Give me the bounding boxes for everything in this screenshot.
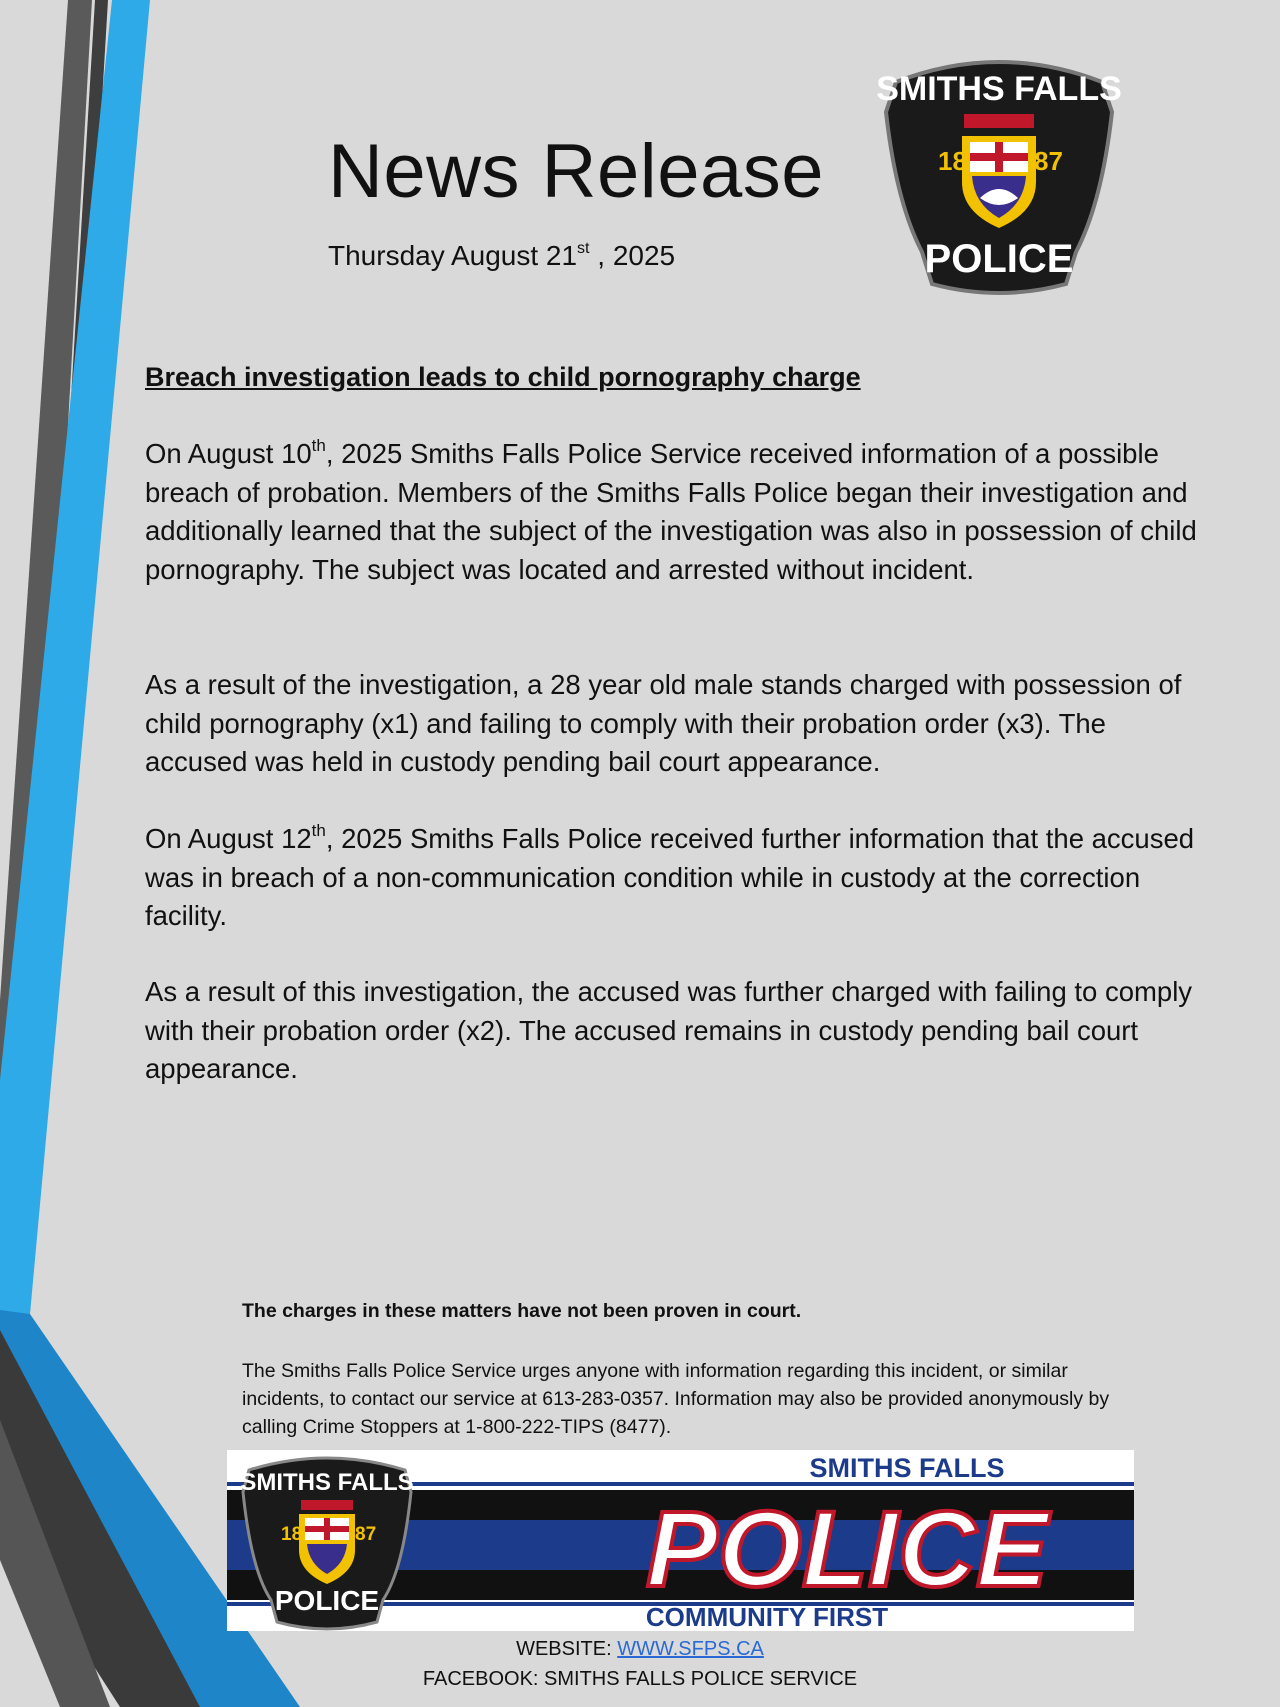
badge-year-left: 18 (938, 146, 967, 176)
date-year: , 2025 (589, 240, 676, 271)
banner-badge-top-text: SMITHS FALLS (240, 1469, 414, 1496)
p1-superscript: th (311, 436, 326, 455)
banner-top-text: SMITHS FALLS (809, 1453, 1005, 1483)
paragraph-4: As a result of this investigation, the accused was further charged with failing to comply with their probation order (x2). The accused remains in custody pending bail court appearance. (145, 976, 1193, 1084)
date-text: Thursday August 21 (328, 240, 578, 271)
p3-lead: On August 12 (145, 823, 312, 854)
paragraph-1 (145, 435, 1205, 589)
badge-bottom-text: POLICE (924, 237, 1074, 281)
badge-year-right: 87 (1034, 146, 1063, 176)
banner-bottom-text: COMMUNITY FIRST (645, 1602, 889, 1631)
p3-superscript: th (311, 821, 326, 840)
banner-badge-year-left: 18 (281, 1524, 303, 1545)
banner-main-text: POLICE (645, 1488, 1049, 1609)
article-headline: Breach investigation leads to child pornography charge (145, 362, 861, 392)
banner-badge-year-right: 87 (355, 1524, 377, 1545)
contact-info: The Smiths Falls Police Service urges anyone with information regarding this incident, or similar incidents, to contact our service at 613-283-0357. Information may also be provided anonymously by calling Crime Stoppers at 1-800-222-TIPS (8477). (242, 1360, 1110, 1438)
police-banner (227, 1450, 1134, 1631)
date-superscript: st (577, 240, 590, 257)
police-badge-logo (876, 52, 1122, 296)
p1-lead: On August 10 (145, 438, 312, 469)
website-label: WEBSITE: (516, 1638, 618, 1660)
badge-top-text: SMITHS FALLS (876, 70, 1122, 108)
p3-body: , 2025 Smiths Falls Police received further information that the accused was in breach of a non-communication condition while in custody at the correction facility. (145, 823, 1195, 931)
website-link[interactable]: WWW.SFPS.CA (617, 1638, 764, 1660)
paragraph-2: As a result of the investigation, a 28 year old male stands charged with possession of child pornography (x1) and failing to comply with their probation order (x3). The accused was held in custody pending bail court appearance. (145, 669, 1182, 777)
page-title: News Release (328, 129, 824, 214)
facebook-line: FACEBOOK: SMITHS FALLS POLICE SERVICE (422, 1668, 858, 1690)
p1-body: , 2025 Smiths Falls Police Service received information of a possible breach of probation. Members of the Smiths Falls Police began their investigation and additionally learned that the subject of the investigation was also in possession of child pornography. The subject was located and arrested without incident. (145, 438, 1197, 585)
banner-badge-bottom-text: POLICE (274, 1585, 380, 1616)
paragraph-3 (145, 820, 1205, 936)
website-line (0, 1638, 1280, 1661)
court-disclaimer: The charges in these matters have not been proven in court. (242, 1300, 802, 1322)
train-icon (964, 114, 1034, 128)
release-date (328, 240, 675, 272)
